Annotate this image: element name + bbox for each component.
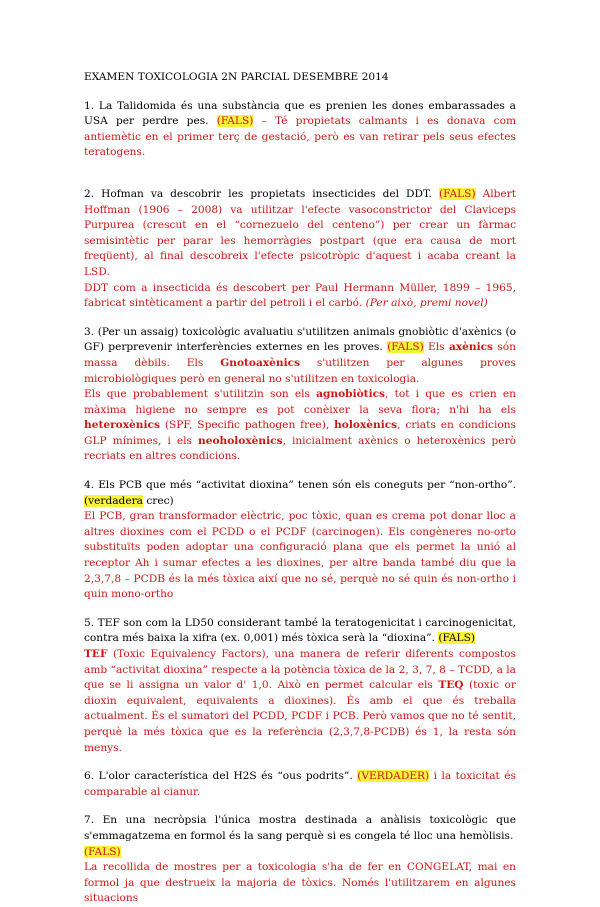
question-text: 3. (Per un assaig) toxicològic avaluatiu s'utilitzen animals gnobiòtic d'axènics (o GF) perprevenir interferències externes en les proves. — [84, 325, 516, 354]
answer-text: Albert Hoffman (1906 – 2008) va utilitzar l'efecte vasoconstrictor del Claviceps Purpurea (crescut en el “cornezuelo del centeno”) per crear un fàrmac semisintètic per parar les hemorràgies postpart (que era causa de mort freqüent), al final descobreix l'efecte psicotròpic d'aquest i acaba creant la LSD. — [84, 187, 516, 278]
term-axenics: axènics — [448, 341, 494, 354]
question-text: 5. TEF son com la LD50 considerant també la teratogenicitat i carcinogenicitat, contra més baixa la xifra (ex. 0,001) més tòxica serà la “dioxina”. — [84, 616, 516, 645]
question-3 — [84, 325, 516, 465]
answer-text: La recollida de mostres per a toxicologia s'ha de fer en CONGELAT, mai en formol ja que destrueix la majoria de tòxics. Només l'utilitzarem en algunes situacions — [84, 861, 516, 905]
verdict-badge: (FALS) — [438, 187, 476, 200]
term-teq: TEQ — [438, 679, 464, 692]
question-text: 4. Els PCB que més “activitat dioxina” tenen són els coneguts per “non-ortho”. — [84, 479, 516, 492]
term-gnotoaxenics: Gnotoaxènics — [220, 356, 301, 369]
term-neoholoxenics: neoholoxènics — [198, 434, 283, 447]
exam-title: EXAMEN TOXICOLOGIA 2N PARCIAL DESEMBRE 2014 — [84, 71, 389, 83]
answer-fragment: són massa dèbils. Els — [84, 341, 516, 369]
question-2 — [84, 187, 516, 312]
verdict-badge: (FALS) — [84, 845, 121, 858]
answer-fragment: , criats en condicions GLP mínimes, i els — [84, 419, 516, 447]
answer-fragment: Els — [423, 341, 449, 354]
verdict-badge: (FALS) — [387, 341, 424, 354]
term-agnobiotics: agnobiòtics — [316, 388, 386, 401]
answer-fragment: , tot i que es crien en màxima higiene no sempre es pot conèixer la seva flora; n'hi ha els — [84, 388, 516, 416]
question-6 — [84, 769, 516, 800]
question-4 — [84, 478, 516, 603]
verdict-badge: (verdadera — [84, 494, 143, 507]
question-text: 6. L'olor característica del H2S és “ous podrits”. — [84, 770, 353, 783]
verdict-badge: (VERDADER) — [357, 770, 430, 783]
term-tef: TEF — [84, 648, 108, 660]
answer-fragment: (SPF, Specific pathogen free), — [159, 419, 335, 432]
term-holoxenics: holoxènics — [334, 419, 398, 432]
question-text: 7. En una necròpsia l'única mostra destinada a anàlisis toxicològic que s'emmagatzema en formol és la sang perquè si es congela té lloc una hemòlisis. — [84, 814, 516, 842]
answer-text: – Té propietats calmants i es donava com antiemètic en el primer terç de gestació, però es van retirar pels seus efectes teratogens. — [84, 115, 516, 159]
answer-text-2: DDT com a insecticida és descobert per Paul Hermann Müller, 1899 – 1965, fabricat sintèticament a partir del petroli i el carbó. — [84, 281, 516, 310]
answer-text-2 — [84, 387, 516, 465]
answer-fragment: (Toxic Equivalency Factors), una manera de referir diferents compostos amb “activitat dioxina” respecte a la potència tòxica de la 2, 3, 7, 8 – TCDD, a la que se li assigna un valor d' 1,0. Això en permet calcular els — [84, 648, 516, 692]
answer-text — [84, 647, 516, 756]
answer-text: El PCB, gran transformador elèctric, poc tòxic, quan es crema pot donar lloc a altres dioxines com el PCDD o el PCDF (carcinogen). Els congèneres no-orto substituïts poden adoptar una configuració plana que els permet la unió al receptor Ah i sumar efectes a les dioxines, per altre banda també diu que la 2,3,7,8 – PCDB és la més tòxica així que no sé, perquè no sé quin és non-ortho i quin mono-ortho — [84, 510, 516, 601]
question-1 — [84, 99, 516, 161]
answer-note: (Per això, premi novel) — [362, 297, 488, 310]
question-text: 2. Hofman va descobrir les propietats insecticides del DDT. — [84, 187, 432, 200]
question-text: 1. La Talidomida és una substància que es prenien les dones embarassades a USA per perdre pes. — [84, 99, 516, 128]
question-5 — [84, 616, 516, 756]
term-heteroxenics: heteroxènics — [84, 419, 160, 432]
answer-fragment: Els que probablement s'utilitzin son els — [84, 388, 317, 401]
verdict-badge: (FALS) — [438, 632, 475, 645]
answer-text: i la toxicitat és comparable al cianur. — [84, 770, 516, 798]
verdict-badge: (FALS) — [216, 115, 254, 128]
question-7 — [84, 813, 516, 907]
answer-fragment: (toxic or dioxin equivalent, equivalents a dioxines). És amb el que és treballa actualment. És el sumatori del PCDD, PCDF i PCB. Però vamos que no té sentit, perquè la més tòxica que es la referència (2,3,7,8-PCDB) és 1, la resta són menys. — [84, 679, 516, 754]
verdict-tail: crec) — [142, 494, 174, 507]
answer-fragment: , inicialment axènics o heteroxènics però recriats en altres condicions. — [84, 434, 517, 463]
answer-fragment: s'utilitzen per algunes proves microbiològiques però en general no s'utilitzen en toxicologia. — [84, 356, 516, 385]
